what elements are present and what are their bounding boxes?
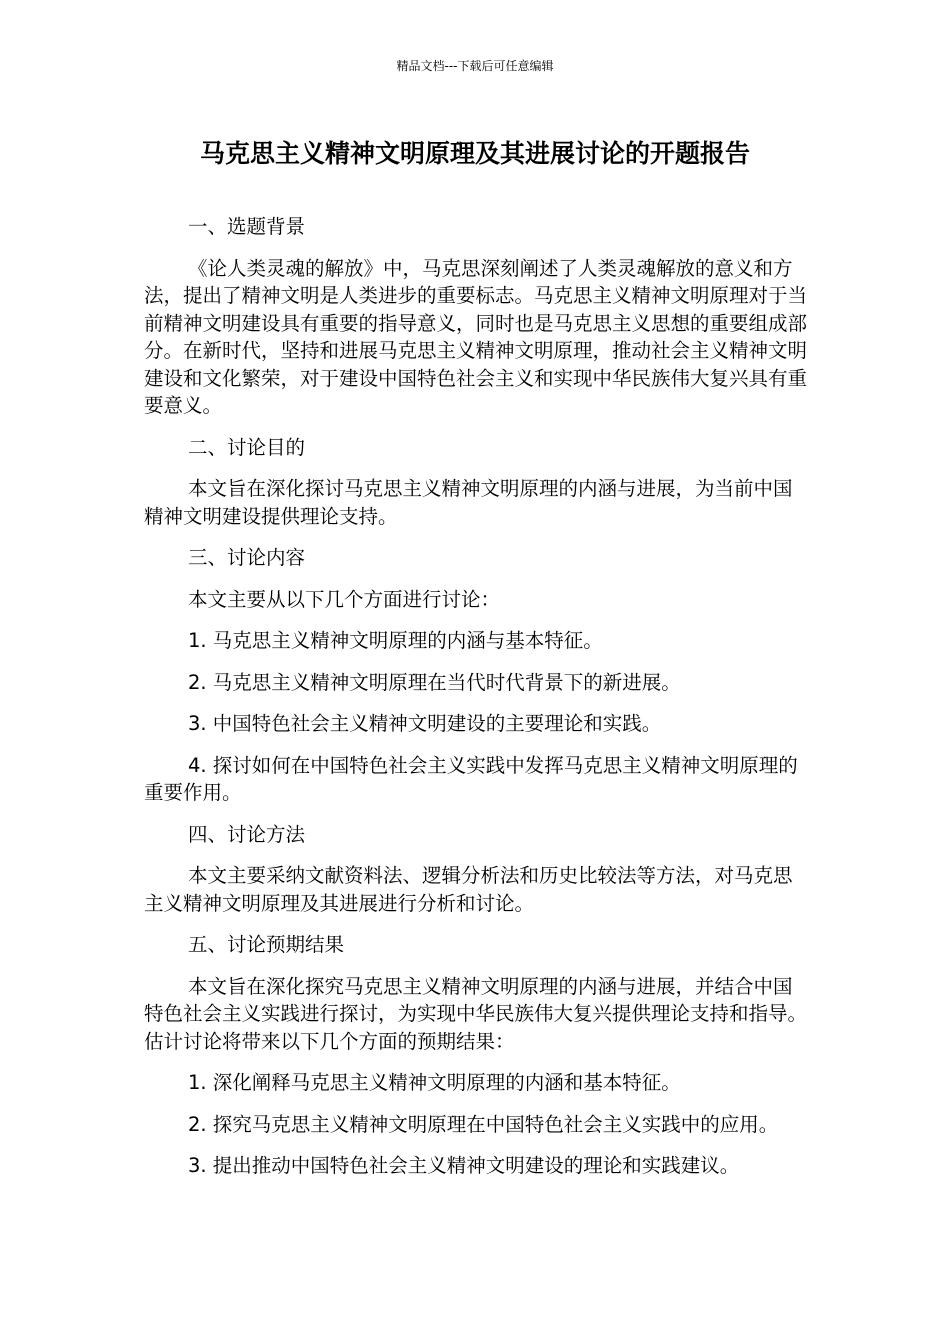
section-heading-expected-results: 五、讨论预期结果	[188, 933, 345, 956]
method-paragraph: 本文主要采纳文献资料法、逻辑分析法和历史比较法等方法，对马克思主义精神文明原理及其进展进行分析和讨论。	[144, 864, 793, 915]
background-paragraph: 《论人类灵魂的解放》中，马克思深刻阐述了人类灵魂解放的意义和方法，提出了精神文明是人类进步的重要标志。马克思主义精神文明原理对于当前精神文明建设具有重要的指导意义，同时也是马克思主义思想的重要组成部分。在新时代，坚持和进展马克思主义精神文明原理，推动社会主义精神文明建设和文化繁荣，对于建设中国特色社会主义和实现中华民族伟大复兴具有重要意义。	[144, 256, 808, 417]
expected-results-paragraph: 本文旨在深化探究马克思主义精神文明原理的内涵与进展，并结合中国特色社会主义实践进行探讨，为实现中华民族伟大复兴提供理论支持和指导。估计讨论将带来以下几个方面的预期结果：	[144, 974, 808, 1053]
section-heading-content: 三、讨论内容	[188, 546, 306, 569]
result-list-item: 2. 探究马克思主义精神文明原理在中国特色社会主义实践中的应用。	[188, 1112, 779, 1136]
header-note: 精品文档---下载后可任意编辑	[396, 59, 554, 73]
document-body	[144, 213, 808, 1194]
section-heading-method: 四、讨论方法	[188, 822, 306, 846]
result-list-item: 1. 深化阐释马克思主义精神文明原理的内涵和基本特征。	[188, 1071, 681, 1094]
content-list-item: 4. 探讨如何在中国特色社会主义实践中发挥马克思主义精神文明原理的重要作用。	[144, 753, 798, 804]
content-list-item: 3. 中国特色社会主义精神文明建设的主要理论和实践。	[188, 712, 662, 735]
result-list-item: 3. 提出推动中国特色社会主义精神文明建设的理论和实践建议。	[188, 1154, 740, 1177]
section-heading-purpose: 二、讨论目的	[188, 435, 306, 459]
section-heading-background: 一、选题背景	[188, 215, 306, 238]
document-title: 马克思主义精神文明原理及其进展讨论的开题报告	[199, 139, 750, 168]
content-list-item: 2. 马克思主义精神文明原理在当代时代背景下的新进展。	[188, 670, 681, 694]
content-list-item: 1. 马克思主义精神文明原理的内涵与基本特征。	[188, 629, 603, 652]
purpose-paragraph: 本文旨在深化探讨马克思主义精神文明原理的内涵与进展，为当前中国精神文明建设提供理论支持。	[144, 477, 793, 528]
content-intro: 本文主要从以下几个方面进行讨论：	[188, 587, 501, 611]
